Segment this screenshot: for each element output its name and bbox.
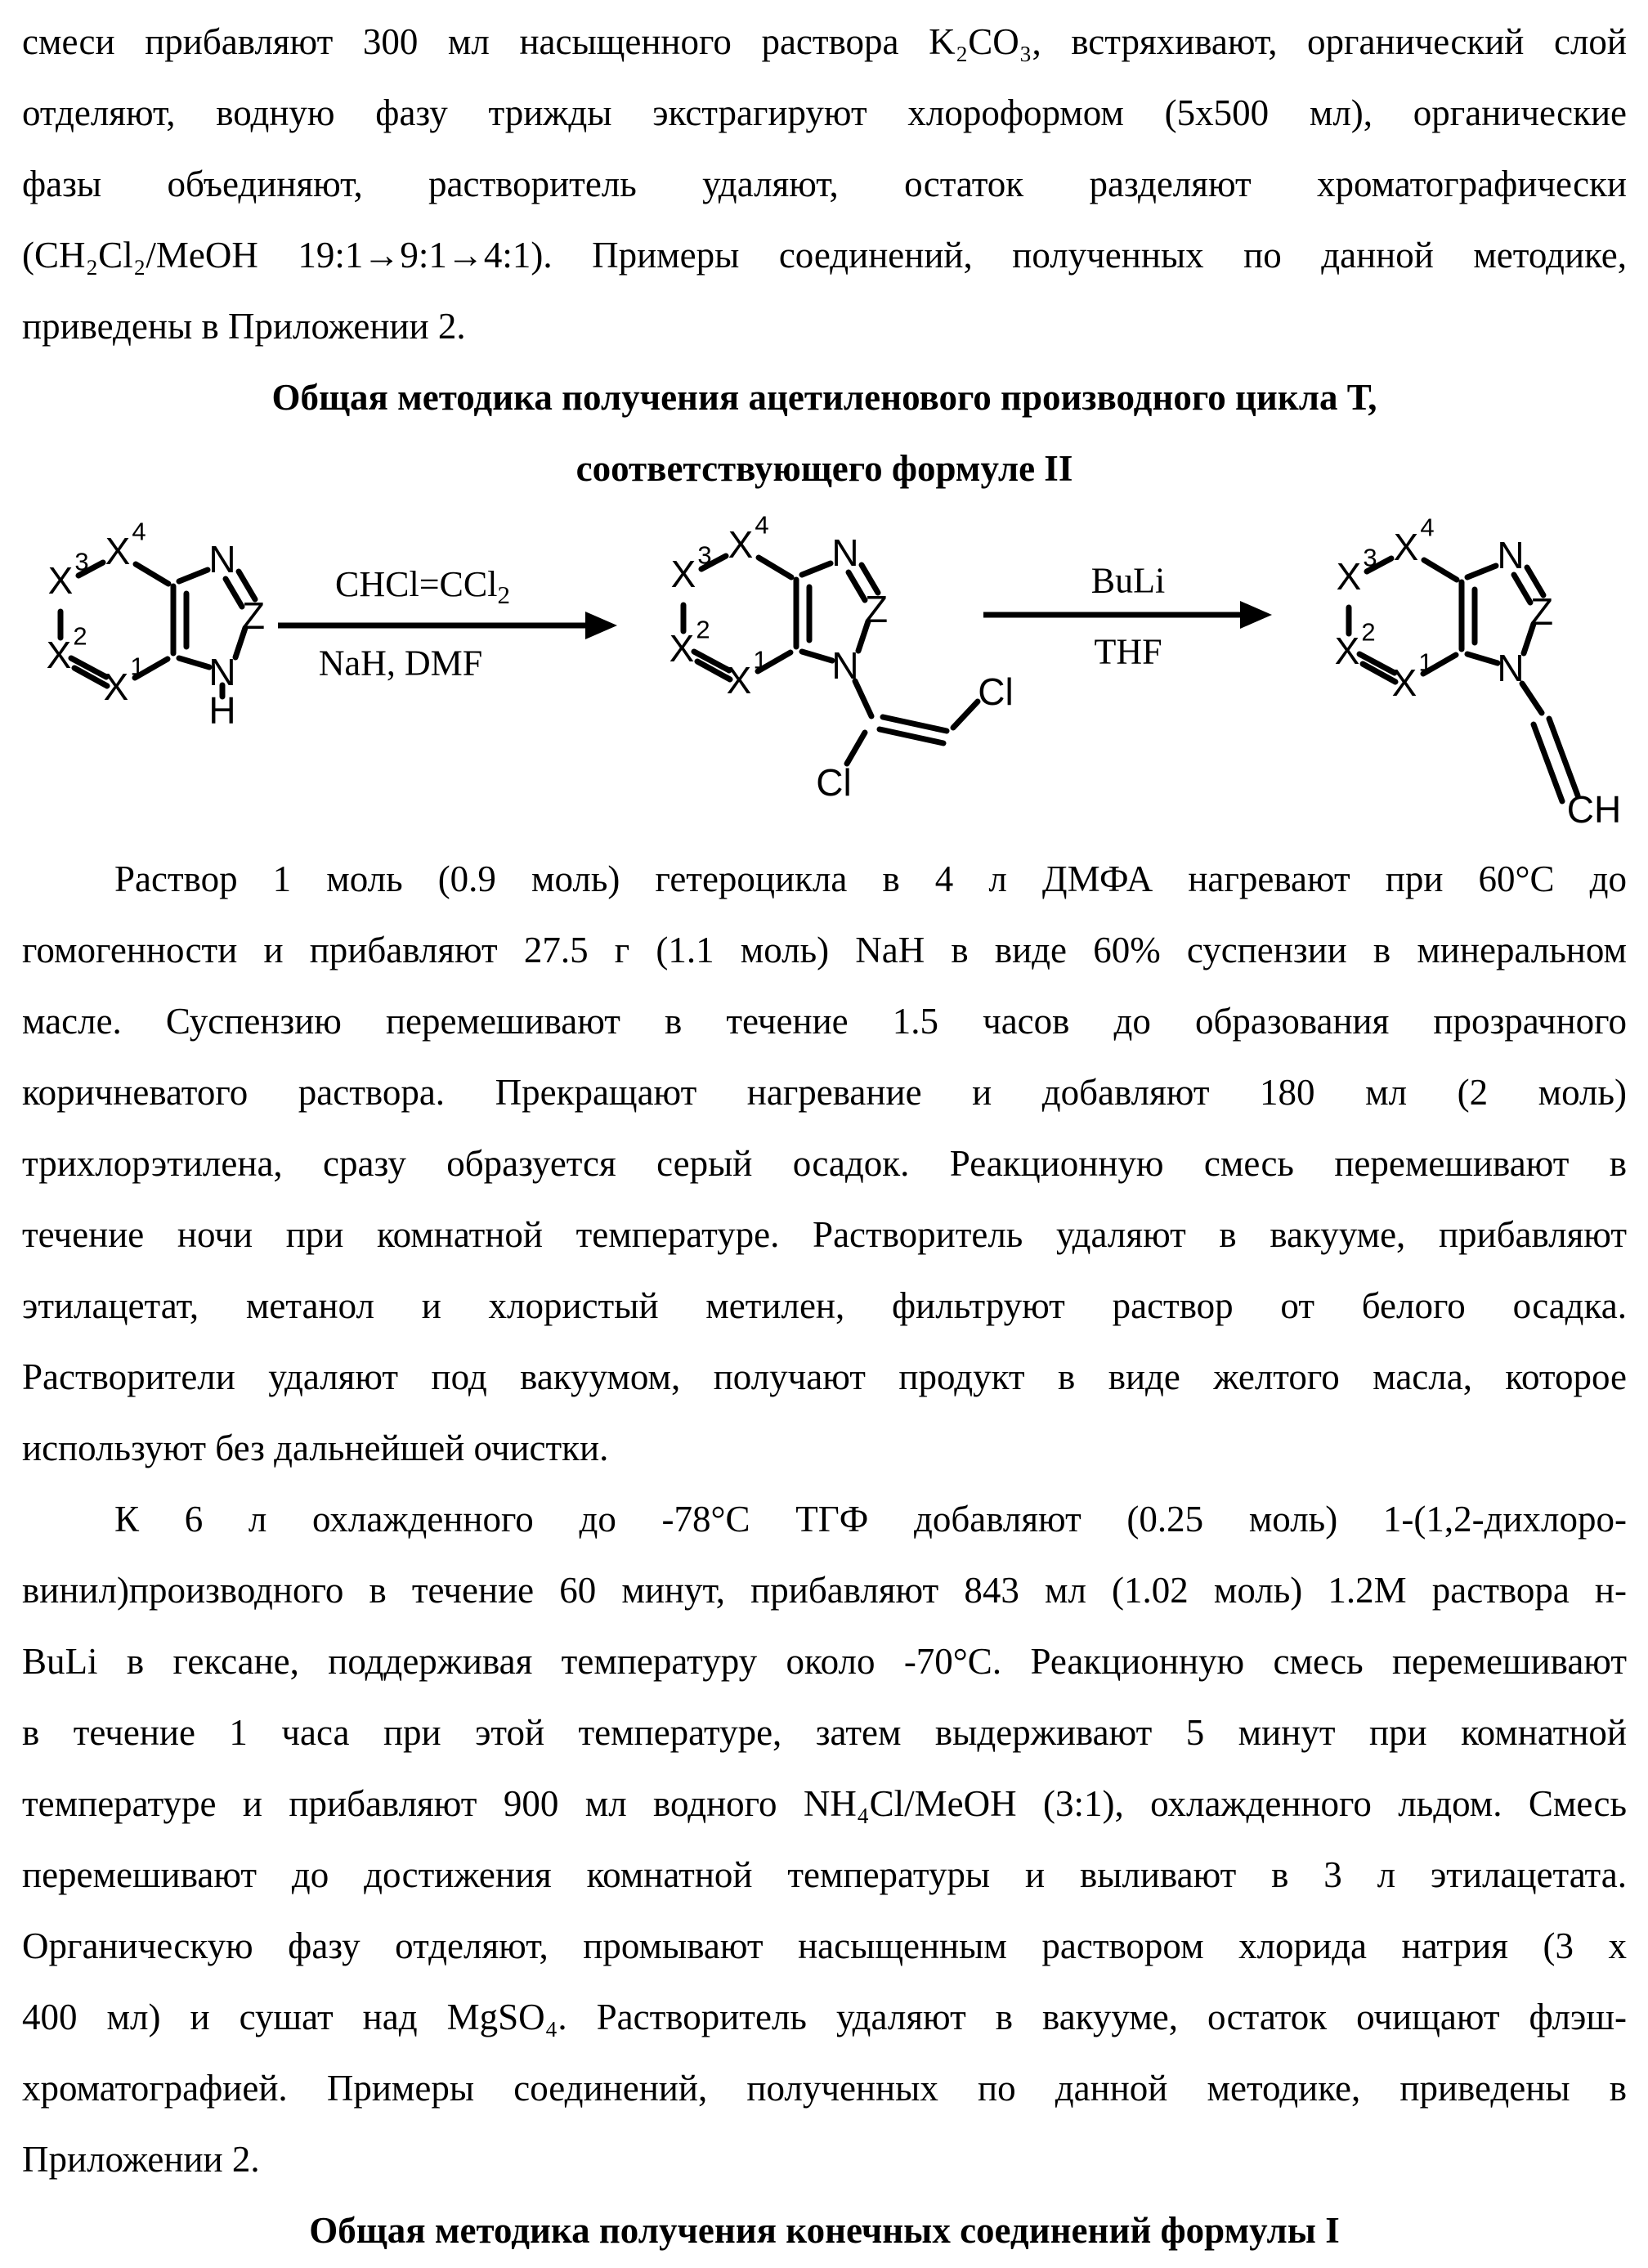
heading-line-2: соответствующего формуле II (575, 448, 1073, 489)
reaction-arrow-2 (983, 561, 1272, 672)
ch-label: CH (1566, 788, 1622, 831)
reagent-label-step2-above: BuLi (1090, 560, 1166, 601)
structure-1-nh-heterocycle (47, 518, 265, 733)
text-line: используют без дальнейшей очистки. (22, 1428, 609, 1468)
reaction-arrow-1 (278, 564, 617, 684)
text-line: масле. Суспензию перемешивают в течение 1.5 часов до образования прозрачного (22, 1001, 1627, 1042)
heading-line-1: Общая методика получения ацетиленового производного цикла Т, (271, 377, 1377, 418)
text-line: смеси прибавляют 300 мл насыщенного раствора K₂CO₃, встряхивают, органический слой (22, 21, 1627, 62)
cl-label-top: Cl (978, 670, 1014, 713)
text-line: Органическую фазу отделяют, промывают насыщенным раствором хлорида натрия (3 х (22, 1925, 1627, 1966)
bond-c-cl-bottom (847, 733, 865, 764)
text-line: гомогенности и прибавляют 27.5 г (1.1 моль) NaH в виде 60% суспензии в минеральном (22, 930, 1627, 970)
procedure-paragraph-1 (0, 844, 1648, 1484)
text-line: винил)производного в течение 60 минут, прибавляют 843 мл (1.02 моль) 1.2М раствора н- (22, 1570, 1627, 1611)
text-line: отделяют, водную фазу трижды экстрагируют хлороформом (5x500 мл), органические (22, 92, 1627, 133)
section-heading-acetylene-derivative (0, 362, 1648, 504)
text-line: перемешивают до достижения комнатной температуры и выливают в 3 л этилацетата. (22, 1854, 1627, 1895)
bond-n-vinyl (855, 681, 871, 716)
structure-2-dichlorovinyl-heterocycle (670, 511, 1014, 805)
intro-paragraph (0, 7, 1648, 362)
arrow-head (585, 612, 617, 639)
reaction-scheme (0, 504, 1648, 844)
heading-line: Общая методика получения конечных соединений формулы I (309, 2210, 1340, 2251)
text-line: Раствор 1 моль (0.9 моль) гетероцикла в 4 л ДМФА нагревают при 60°С до (114, 858, 1627, 899)
text-line: этилацетат, метанол и хлористый метилен, фильтруют раствор от белого осадка. (22, 1285, 1627, 1326)
reagent-label-step1-above: CHCl=CCl$_2$ (335, 563, 510, 609)
bond-c-c-double-inner (880, 729, 943, 743)
text-line: хроматографией. Примеры соединений, полученных по данной методике, приведены в (22, 2068, 1627, 2109)
text-line: приведены в Приложении 2. (22, 306, 466, 347)
procedure-paragraph-2 (0, 1484, 1648, 2195)
bond-c-c-double-outer (883, 717, 947, 731)
arrow-head (1240, 601, 1272, 629)
text-line: К 6 л охлажденного до -78°С ТГФ добавляют (0.25 моль) 1-(1,2-дихлоро- (114, 1499, 1627, 1540)
text-line: температуре и прибавляют 900 мл водного NH₄Cl/MeOH (3:1), охлажденного льдом. Смесь (22, 1783, 1627, 1824)
reaction-scheme-svg (0, 504, 1648, 844)
text-line: Приложении 2. (22, 2139, 260, 2180)
bond-n-alkyne (1522, 684, 1542, 713)
text-line: коричневатого раствора. Прекращают нагревание и добавляют 180 мл (2 моль) (22, 1072, 1627, 1113)
text-line: (CH₂Cl₂/MeOH 19:1→9:1→4:1). Примеры соединений, полученных по данной методике, (22, 235, 1627, 276)
bond-c-cl-top (953, 701, 978, 728)
structure-3-ethynyl-heterocycle (1335, 513, 1622, 831)
text-line: фазы объединяют, растворитель удаляют, остаток разделяют хроматографически (22, 164, 1627, 204)
text-line: течение ночи при комнатной температуре. Растворитель удаляют в вакууме, прибавляют (22, 1214, 1627, 1255)
cl-label-bottom: Cl (816, 761, 852, 804)
text-line: в течение 1 часа при этой температуре, затем выдерживают 5 минут при комнатной (22, 1712, 1627, 1753)
h-label: H (208, 689, 236, 732)
section-heading-final-compounds (0, 2195, 1648, 2266)
reagent-label-step1-below: NaH, DMF (318, 643, 483, 684)
reagent-label-step2-below: THF (1094, 631, 1162, 672)
text-line: 400 мл) и сушат над MgSO₄. Растворитель удаляют в вакууме, остаток очищают флэш- (22, 1997, 1627, 2037)
text-line: Растворители удаляют под вакуумом, получают продукт в виде желтого масла, которое (22, 1356, 1627, 1397)
text-line: трихлорэтилена, сразу образуется серый осадок. Реакционную смесь перемешивают в (22, 1143, 1627, 1184)
text-line: BuLi в гексане, поддерживая температуру около -70°С. Реакционную смесь перемешивают (22, 1641, 1627, 1682)
